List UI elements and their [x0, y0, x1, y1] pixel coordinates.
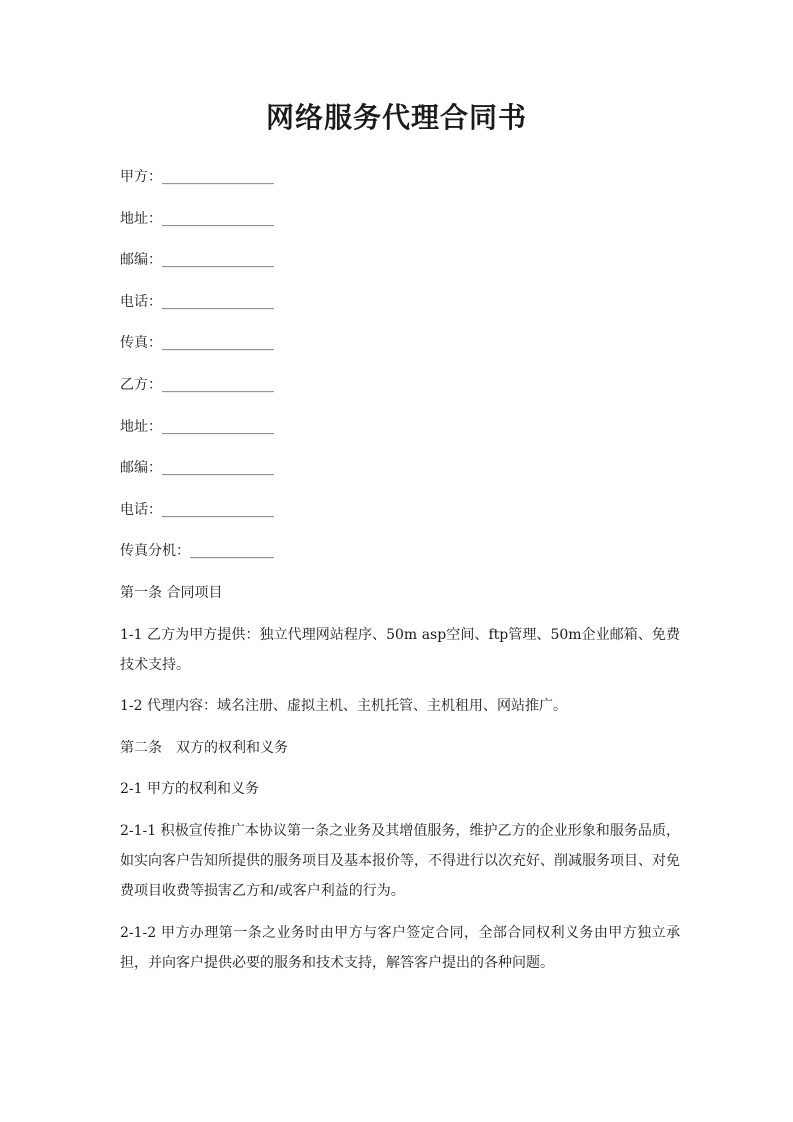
party-a-phone-field: 电话：________________: [120, 293, 274, 310]
party-b-address-field: 地址：________________: [120, 418, 274, 435]
document-body: [120, 162, 680, 989]
clause-2-1-1: 2-1-1 积极宣传推广本协议第一条之业务及其增值服务，维护乙方的企业形象和服务品质，如实向客户告知所提供的服务项目及基本报价等，不得进行以次充好、削减服务项目、对免费项目收费等损害乙方和/或客户利益的行为。: [120, 822, 680, 899]
party-a-fax-field: 传真：________________: [120, 335, 274, 352]
clause-2-1-2: 2-1-2 甲方办理第一条之业务时由甲方与客户签定合同，全部合同权利义务由甲方独立承担，并向客户提供必要的服务和技术支持，解答客户提出的各种问题。: [120, 924, 680, 971]
clause-2-1: 2-1 甲方的权利和义务: [120, 781, 259, 798]
party-b-field: 乙方：________________: [120, 376, 274, 393]
party-b-phone-field: 电话：________________: [120, 501, 274, 518]
party-a-field: 甲方：________________: [120, 169, 274, 185]
party-a-postcode-field: 邮编：________________: [120, 252, 274, 269]
article-1-heading: 第一条 合同项目: [120, 584, 223, 601]
party-a-address-field: 地址：________________: [120, 210, 274, 227]
party-b-fax-extension-field: 传真分机：____________: [120, 543, 274, 560]
clause-1-1: 1-1 乙方为甲方提供：独立代理网站程序、50m asp空间、ftp管理、50m企业邮箱、免费技术支持。: [120, 626, 680, 673]
party-b-postcode-field: 邮编：________________: [120, 460, 274, 477]
clause-1-2: 1-2 代理内容：域名注册、虚拟主机、主机托管、主机租用、网站推广。: [120, 698, 567, 715]
document-title: 网络服务代理合同书: [265, 101, 527, 134]
article-2-heading: 第二条 双方的权利和义务: [120, 739, 288, 756]
